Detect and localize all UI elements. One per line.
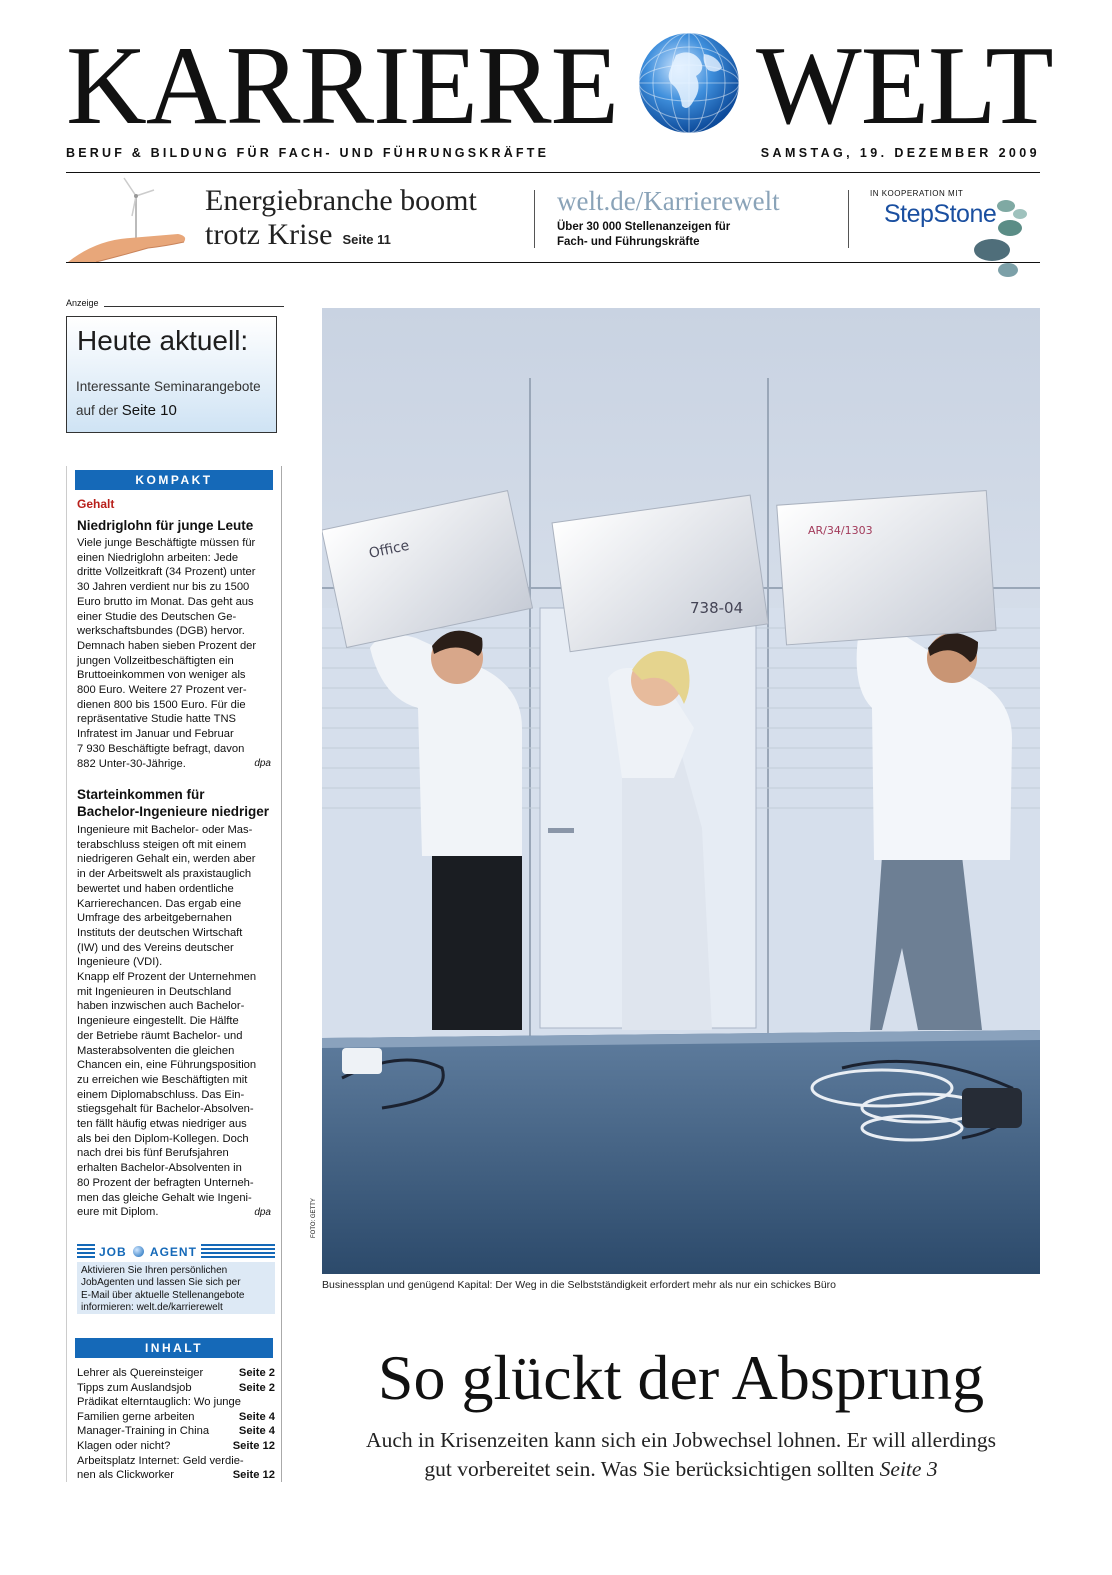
article-2-line: men das gleiche Gehalt wie Ingeni-: [77, 1191, 252, 1204]
jobagent-label-b: AGENT: [149, 1245, 197, 1259]
lead-deck: [322, 1426, 1040, 1484]
deck-line-2: gut vorbereitet sein. Was Sie berücksichtigen sollten: [424, 1457, 880, 1481]
ad-label: Anzeige: [66, 298, 99, 308]
toc-row[interactable]: [77, 1454, 275, 1469]
website-link[interactable]: welt.de/Karrierewelt: [557, 186, 780, 216]
article-2-line: Masterabsolventen die gleichen: [77, 1044, 235, 1057]
jobagent-line: JobAgenten und lassen Sie sich per: [81, 1277, 241, 1289]
article-2-line: Ingenieure (VDI).: [77, 956, 163, 969]
article-2-line: niedrigeren Gehalt ein, werden aber: [77, 853, 256, 866]
article-1-line: einen Niedriglohn arbeiten: Jede: [77, 551, 239, 564]
article-2-line: einem Diplomabschluss. Das Ein-: [77, 1088, 245, 1101]
article-1-line: repräsentative Studie hatte TNS: [77, 713, 236, 726]
toc-title: Arbeitsplatz Internet: Geld verdie-: [77, 1454, 244, 1467]
jobagent-logo: [95, 1244, 201, 1260]
article-2-line: haben inzwischen auch Bachelor-: [77, 1000, 245, 1013]
globe-icon: [636, 30, 742, 136]
toc-row[interactable]: [77, 1366, 275, 1381]
article-2-line: nach drei bis fünf Berufsjahren: [77, 1147, 229, 1160]
article-2-line: Ingenieure mit Bachelor- oder Mas-: [77, 824, 253, 836]
cooperation-label: IN KOOPERATION MIT: [870, 189, 964, 198]
ad-title: Heute aktuell:: [77, 325, 249, 356]
article-1-line: Demnach haben sieben Prozent der: [77, 639, 257, 652]
deck-line-1: Auch in Krisenzeiten kann sich ein Jobwechsel lohnen. Er will allerdings: [366, 1428, 996, 1452]
article-2-line: 80 Prozent der befragten Unterneh-: [77, 1176, 254, 1189]
article-1-line: 30 Jahren verdient nur bis zu 1500: [77, 581, 250, 594]
wind-turbine-hand-icon: [66, 176, 190, 264]
masthead-tagline: BERUF & BILDUNG FÜR FACH- UND FÜHRUNGSKRÄFTE: [66, 146, 550, 160]
article-2-line: erhalten Bachelor-Absolventen in: [77, 1162, 242, 1175]
toc-row[interactable]: [77, 1424, 275, 1439]
deck-page: Seite 3: [879, 1457, 938, 1481]
header-bottom-rule: [66, 262, 1040, 263]
article-1-line: Viele junge Beschäftigte müssen für: [77, 537, 256, 549]
article-2-line: terabschluss steigen oft mit einem: [77, 838, 247, 851]
article-2-line: bewertet und haben ordentliche: [77, 882, 234, 895]
toc-title: Familien gerne arbeiten: [77, 1410, 195, 1423]
article-1-line: jungen Vollzeitbeschäftigten ein: [77, 654, 234, 667]
stones-icon: [970, 192, 1034, 284]
article-2-line: ten fällt häufig etwas niedriger aus: [77, 1118, 247, 1131]
jobagent-text: [81, 1265, 273, 1314]
kompakt-kicker: Gehalt: [77, 497, 115, 511]
article-2-line: Chancen ein, eine Führungsposition: [77, 1059, 257, 1072]
jobagent-line: informieren: welt.de/karrierewelt: [81, 1301, 223, 1313]
article-1-source: dpa: [254, 758, 271, 769]
jobagent-line: Aktivieren Sie Ihren persönlichen: [81, 1265, 228, 1276]
article-2-headline-line-1: Starteinkommen für: [77, 787, 205, 802]
toc-page: Seite 2: [238, 1381, 275, 1394]
teaser-line-2: trotz Krise: [205, 218, 333, 251]
website-subtitle-line-1: Über 30 000 Stellenanzeigen für: [557, 221, 731, 233]
toc-page: Seite 4: [238, 1425, 275, 1438]
article-2-headline-line-2: Bachelor-Ingenieure niedriger: [77, 804, 270, 819]
article-2-line: Karrierechancen. Das ergab eine: [77, 897, 242, 910]
toc-title: Prädikat elterntauglich: Wo junge: [77, 1396, 241, 1409]
website-subtitle: [557, 220, 777, 250]
toc-row[interactable]: [77, 1468, 275, 1483]
article-1-line: werkschaftsbundes (DGB) hervor.: [77, 625, 245, 638]
toc-title: Lehrer als Quereinsteiger: [77, 1367, 204, 1379]
article-2-line: Instituts der deutschen Wirtschaft: [77, 926, 243, 939]
article-2-line: eure mit Diplom.: [77, 1206, 159, 1219]
article-1-line: dienen 800 bis 1500 Euro. Für die: [77, 698, 246, 711]
article-1-line: Bruttoeinkommen von weniger als: [77, 669, 246, 682]
inhalt-header: INHALT: [75, 1338, 273, 1358]
toc-page: Seite 12: [232, 1469, 275, 1482]
article-2-line: mit Ingenieuren in Deutschland: [77, 985, 232, 998]
article-2-line: zu erreichen wie Beschäftigten mit: [77, 1073, 248, 1086]
article-2-line: in der Arbeitswelt als praxistauglich: [77, 868, 252, 881]
article-1-headline[interactable]: Niedriglohn für junge Leute: [77, 518, 254, 533]
article-2-source: dpa: [254, 1207, 271, 1218]
website-subtitle-line-2: Fach- und Führungskräfte: [557, 236, 700, 248]
article-2-line: als bei den Diplom-Kollegen. Doch: [77, 1132, 249, 1145]
jobagent-label-a: JOB: [99, 1245, 127, 1259]
article-1-line: 800 Euro. Weitere 27 Prozent ver-: [77, 684, 247, 697]
article-2-line: stiegsgehalt für Bachelor-Absolven-: [77, 1103, 254, 1116]
masthead-rule: [66, 172, 1040, 173]
article-1-body: [77, 536, 277, 771]
article-1-line: Euro brutto im Monat. Das geht aus: [77, 595, 254, 608]
lead-photo: [322, 308, 1040, 1274]
article-1-line: einer Studie des Deutschen Ge-: [77, 610, 237, 623]
toc-page: Seite 4: [238, 1410, 275, 1423]
article-2-line: der Betriebe räumt Bachelor- und: [77, 1029, 243, 1042]
teaser-line-1: Energiebranche boomt: [205, 184, 477, 217]
photo-caption: Businessplan und genügend Kapital: Der Weg in die Selbstständigkeit erfordert mehr als nur ein schickes Büro: [322, 1279, 837, 1291]
ad-line-1: Interessante Seminarangebote: [76, 379, 261, 394]
article-2-body: [77, 823, 277, 1220]
ad-line-2: auf der: [76, 403, 122, 418]
seminar-ad[interactable]: [66, 316, 277, 433]
article-1-line: 882 Unter-30-Jährige.: [77, 757, 186, 770]
stepstone-logo[interactable]: StepStone: [884, 200, 997, 228]
toc-title: Tipps zum Auslandsjob: [77, 1381, 192, 1394]
toc-title: nen als Clickworker: [77, 1469, 174, 1482]
masthead-subline: [66, 146, 1040, 164]
photo-credit: FOTO: GETTY: [311, 1198, 317, 1238]
box-label-3: AR/34/1303: [808, 524, 873, 537]
box-label-1: Office: [367, 537, 411, 562]
box-label-2: 738-04: [690, 599, 744, 617]
masthead-word-karriere: KARRIERE: [66, 24, 618, 148]
toc-row[interactable]: [77, 1439, 275, 1454]
ad-text: [76, 375, 276, 423]
kompakt-header: KOMPAKT: [75, 470, 273, 490]
article-2-headline[interactable]: [77, 786, 277, 820]
masthead: [66, 24, 1053, 148]
toc-title: Manager-Training in China: [77, 1425, 210, 1438]
teaser-divider: [534, 190, 535, 248]
ad-page: Seite 10: [121, 402, 177, 419]
article-1-line: dritte Vollzeitkraft (34 Prozent) unter: [77, 566, 256, 579]
toc-title: Klagen oder nicht?: [77, 1440, 171, 1452]
toc-row[interactable]: [77, 1381, 275, 1396]
jobagent-header: [77, 1244, 275, 1260]
globe-small-icon: [133, 1246, 144, 1257]
jobagent-line: E-Mail über aktuelle Stellenangebote: [81, 1289, 245, 1301]
jobagent-box[interactable]: [77, 1262, 275, 1314]
lead-headline[interactable]: So glückt der Absprung: [377, 1342, 985, 1413]
ad-label-rule: [104, 306, 284, 307]
toc-page: Seite 12: [232, 1440, 275, 1452]
article-1-line: Infratest im Januar und Februar: [77, 728, 234, 741]
teaser-page: Seite 11: [342, 232, 391, 247]
office-photo-image: [322, 308, 1040, 1274]
toc-row[interactable]: [77, 1395, 275, 1410]
partner-divider: [848, 190, 849, 248]
article-2-line: Ingenieure eingestellt. Die Hälfte: [77, 1015, 239, 1028]
article-1-line: 7 930 Beschäftigte befragt, davon: [77, 742, 245, 755]
sidebar-column: [66, 466, 282, 1482]
masthead-word-welt: WELT: [756, 24, 1053, 148]
teaser-headline[interactable]: [205, 184, 477, 257]
toc-row[interactable]: [77, 1410, 275, 1425]
issue-date: SAMSTAG, 19. DEZEMBER 2009: [760, 146, 1040, 160]
toc-page: Seite 2: [238, 1367, 275, 1379]
article-2-line: (IW) und des Vereins deutscher: [77, 941, 234, 954]
article-2-line: Umfrage des arbeitgebernahen: [77, 912, 232, 925]
article-2-line: Knapp elf Prozent der Unternehmen: [77, 971, 257, 984]
